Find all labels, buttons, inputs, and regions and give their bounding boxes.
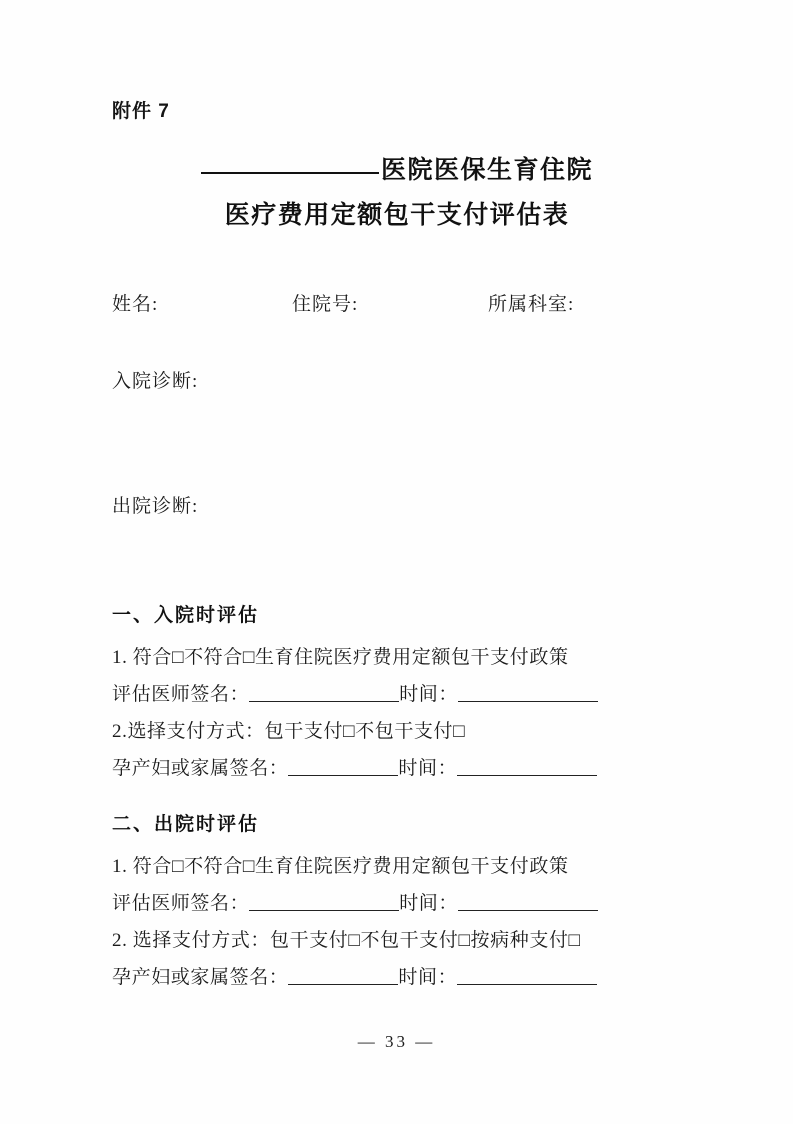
section-2-family-sign-label: 孕产妇或家属签名： xyxy=(112,966,289,988)
section-2-item-2-signature-row xyxy=(112,959,682,996)
discharge-diagnosis-label: 出院诊断: xyxy=(112,495,199,517)
attachment-label: 附件 7 xyxy=(112,101,170,122)
section-1-item-1-signature-row xyxy=(112,676,682,713)
section-2-item-2: 2. 选择支付方式：包干支付□不包干支付□按病种支付□ xyxy=(112,929,581,951)
section-discharge-assessment xyxy=(112,809,682,996)
section-1-item-1: 1. 符合□不符合□生育住院医疗费用定额包干支付政策 xyxy=(112,646,569,668)
section-2-item-1-time-blank[interactable] xyxy=(458,896,598,911)
section-1-doctor-sign-label: 评估医师签名： xyxy=(112,683,250,705)
section-2-item-2-time-label: 时间： xyxy=(398,966,458,988)
patient-fields-row xyxy=(112,289,682,316)
section-admission-assessment xyxy=(112,600,682,787)
section-1-item-2-signature-row xyxy=(112,750,682,787)
section-1-doctor-sign-blank[interactable] xyxy=(249,687,399,702)
title-line-2: 医疗费用定额包干支付评估表 xyxy=(224,200,570,229)
section-1-family-sign-label: 孕产妇或家属签名： xyxy=(112,757,289,779)
section-1-family-sign-blank[interactable] xyxy=(288,761,398,776)
section-1-item-1-time-blank[interactable] xyxy=(458,687,598,702)
section-2-item-2-time-blank[interactable] xyxy=(457,970,597,985)
title-line-1 xyxy=(112,151,682,190)
field-admission-no-label: 住院号: xyxy=(292,293,359,315)
document-title xyxy=(112,151,682,235)
field-name-label: 姓名: xyxy=(112,293,159,315)
section-1-item-2-time-label: 时间： xyxy=(398,757,458,779)
section-1-item-1-time-label: 时间： xyxy=(399,683,459,705)
section-1-title: 一、入院时评估 xyxy=(112,604,260,626)
section-2-family-sign-blank[interactable] xyxy=(288,970,398,985)
admission-diagnosis-label: 入院诊断: xyxy=(112,370,199,392)
section-1-item-2-time-blank[interactable] xyxy=(457,761,597,776)
section-2-item-1-signature-row xyxy=(112,885,682,922)
section-2-item-1-time-label: 时间： xyxy=(399,892,459,914)
document-content xyxy=(112,96,682,996)
section-2-item-1: 1. 符合□不符合□生育住院医疗费用定额包干支付政策 xyxy=(112,855,569,877)
section-2-doctor-sign-blank[interactable] xyxy=(249,896,399,911)
field-department-label: 所属科室: xyxy=(488,293,575,315)
hospital-name-blank[interactable] xyxy=(201,171,379,174)
section-2-title: 二、出院时评估 xyxy=(112,813,260,835)
section-1-item-2: 2.选择支付方式：包干支付□不包干支付□ xyxy=(112,720,466,742)
title-line-1-text: 医院医保生育住院 xyxy=(380,156,593,184)
section-2-doctor-sign-label: 评估医师签名： xyxy=(112,892,250,914)
page-number: — 33 — xyxy=(357,1032,436,1051)
